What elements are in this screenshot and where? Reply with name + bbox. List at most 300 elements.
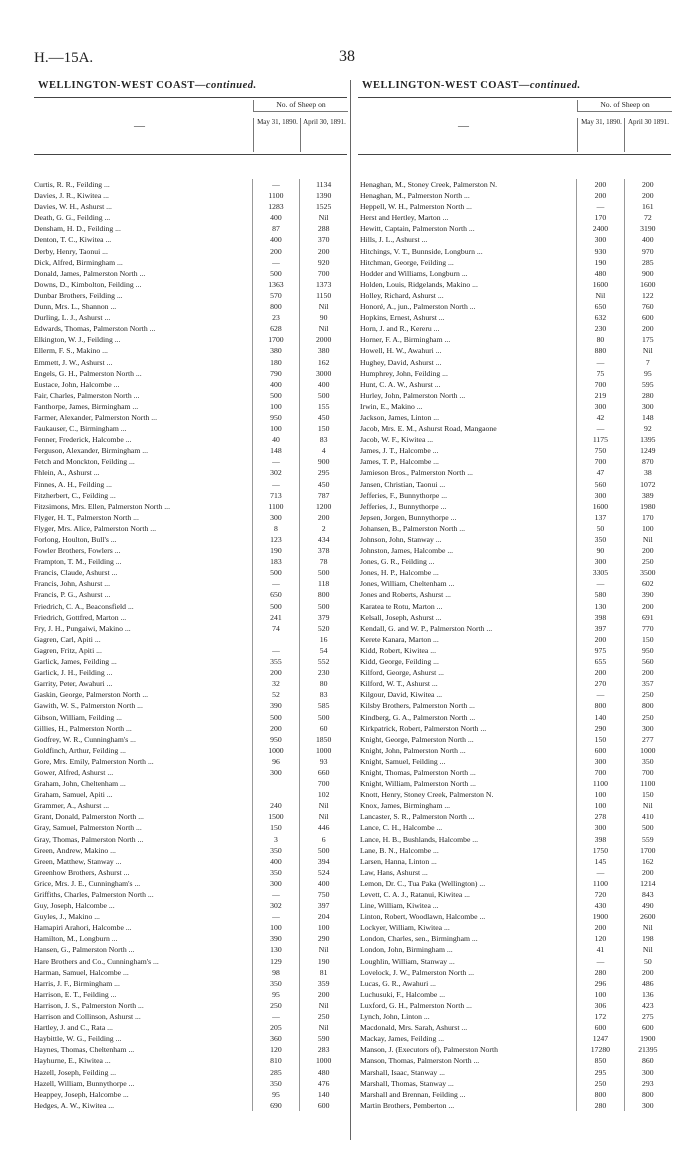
owner-name: Hunt, C. A. W., Ashurst ... bbox=[360, 379, 441, 389]
owner-name: Guyles, J., Makino ... bbox=[34, 912, 100, 922]
sheep-1890: 810 bbox=[252, 1055, 300, 1066]
sheep-1890: 240 bbox=[252, 800, 300, 811]
owner-name: Donald, James, Palmerston North ... bbox=[34, 268, 146, 278]
sheep-1890: 430 bbox=[576, 900, 623, 911]
table-row bbox=[358, 179, 671, 190]
sheep-1891: 500 bbox=[299, 712, 347, 723]
sheep-1891: 1214 bbox=[624, 878, 671, 889]
table-row bbox=[34, 800, 347, 811]
sheep-1890: 790 bbox=[252, 368, 300, 379]
sheep-1891: 446 bbox=[299, 822, 347, 833]
sheep-1890: 41 bbox=[576, 944, 623, 955]
table-row bbox=[358, 401, 671, 412]
sheep-1891: 486 bbox=[624, 978, 671, 989]
sheep-1891: 1000 bbox=[299, 745, 347, 756]
sheep-1891: 1390 bbox=[299, 190, 347, 201]
owner-name: Kilgour, David, Kiwitea ... bbox=[360, 690, 443, 700]
table-row bbox=[358, 878, 671, 889]
owner-name: Farmer, Alexander, Palmerston North ... bbox=[34, 412, 157, 422]
sheep-1891: 4 bbox=[299, 445, 347, 456]
sheep-1891: 275 bbox=[624, 1011, 671, 1022]
sheep-1890: 100 bbox=[576, 800, 623, 811]
table-row bbox=[358, 479, 671, 490]
owner-name: Knight, Thomas, Palmerston North ... bbox=[360, 767, 476, 777]
table-row bbox=[34, 578, 347, 589]
sheep-1891: 293 bbox=[624, 1078, 671, 1089]
table-row bbox=[34, 822, 347, 833]
table-row bbox=[358, 545, 671, 556]
sheep-1890: 250 bbox=[576, 1078, 623, 1089]
owner-name: Gore, Mrs. Emily, Palmerston North ... bbox=[34, 756, 154, 766]
owner-name: Eustace, John, Halcombe ... bbox=[34, 379, 120, 389]
sheep-1890: 200 bbox=[252, 246, 300, 257]
owner-name: Hartley, J. and C., Rata ... bbox=[34, 1023, 113, 1033]
sheep-1890: 285 bbox=[252, 1067, 300, 1078]
sheep-1890: 295 bbox=[576, 1067, 623, 1078]
sheep-1891: 2600 bbox=[624, 911, 671, 922]
owner-name: Irwin, E., Makino ... bbox=[360, 401, 423, 411]
table-row bbox=[34, 745, 347, 756]
table-row bbox=[34, 534, 347, 545]
sheep-1891: 83 bbox=[299, 689, 347, 700]
owner-name: Knight, John, Palmerston North ... bbox=[360, 745, 466, 755]
sheep-1891: 490 bbox=[624, 900, 671, 911]
sheep-1891: 750 bbox=[299, 889, 347, 900]
sheep-1890: — bbox=[252, 889, 300, 900]
owner-name: Manson, J. (Executors of), Palmerston North bbox=[360, 1045, 498, 1055]
owner-name: Kidd, Robert, Kiwitea ... bbox=[360, 645, 437, 655]
owner-name: Fitzherbert, C., Feilding ... bbox=[34, 490, 116, 500]
owner-name: Knight, William, Palmerston North ... bbox=[360, 779, 476, 789]
sheep-1891: 1134 bbox=[299, 179, 347, 190]
sheep-1890: 95 bbox=[252, 1089, 300, 1100]
table-row bbox=[34, 589, 347, 600]
table-row bbox=[34, 257, 347, 268]
table-row bbox=[358, 268, 671, 279]
table-row bbox=[34, 834, 347, 845]
owner-name: James, T. P., Halcombe ... bbox=[360, 457, 439, 467]
sheep-1891: 150 bbox=[299, 423, 347, 434]
owner-name: Hazell, William, Bunnythorpe ... bbox=[34, 1078, 135, 1088]
table-row bbox=[358, 423, 671, 434]
sheep-1890: 300 bbox=[576, 234, 623, 245]
table-row bbox=[34, 933, 347, 944]
sheep-1891: 500 bbox=[299, 845, 347, 856]
owner-name: Hodder and Williams, Longburn ... bbox=[360, 268, 468, 278]
owner-name: Knott, Henry, Stoney Creek, Palmerston N. bbox=[360, 790, 494, 800]
owner-name: Durling, L. J., Ashurst ... bbox=[34, 313, 111, 323]
owner-name: Law, Hans, Ashurst ... bbox=[360, 867, 428, 877]
sheep-1890: 655 bbox=[576, 656, 623, 667]
sheep-1891: Nil bbox=[299, 1022, 347, 1033]
sheep-1890: 302 bbox=[252, 900, 300, 911]
owner-name: Ferguson, Alexander, Birmingham ... bbox=[34, 446, 148, 456]
sheep-1891: 970 bbox=[624, 246, 671, 257]
sheep-1891: 1200 bbox=[299, 501, 347, 512]
sheep-1891: 190 bbox=[299, 956, 347, 967]
table-row bbox=[34, 767, 347, 778]
table-row bbox=[358, 567, 671, 578]
owner-name: Gower, Alfred, Ashurst ... bbox=[34, 767, 114, 777]
sheep-1891: 100 bbox=[299, 922, 347, 933]
sheep-1890: 398 bbox=[576, 612, 623, 623]
owner-name: Downs, D., Kimbolton, Feilding ... bbox=[34, 279, 142, 289]
owner-name: Horner, F. A., Birmingham ... bbox=[360, 335, 451, 345]
owner-name: Graham, Samuel, Apiti ... bbox=[34, 790, 113, 800]
owner-name: Kerete Kanara, Marton ... bbox=[360, 634, 439, 644]
owner-name: Henaghan, M., Stoney Creek, Palmerston N. bbox=[360, 180, 498, 189]
right-table-header bbox=[358, 97, 671, 155]
table-row bbox=[34, 412, 347, 423]
sheep-1890: 398 bbox=[576, 834, 623, 845]
sheep-1891: 660 bbox=[299, 767, 347, 778]
sheep-1890: — bbox=[576, 867, 623, 878]
table-row bbox=[34, 756, 347, 767]
table-row bbox=[34, 234, 347, 245]
left-date1-header: May 31, 1890. bbox=[253, 118, 301, 152]
owner-name: Hills, J. L., Ashurst ... bbox=[360, 235, 428, 245]
table-row bbox=[358, 323, 671, 334]
sheep-1890: — bbox=[576, 357, 623, 368]
sheep-1891: 230 bbox=[299, 667, 347, 678]
sheep-1890: 1500 bbox=[252, 811, 300, 822]
sheep-1890: 200 bbox=[576, 634, 623, 645]
table-row bbox=[358, 279, 671, 290]
sheep-1890: — bbox=[252, 645, 300, 656]
table-row bbox=[34, 612, 347, 623]
owner-name: Fair, Charles, Palmerston North ... bbox=[34, 390, 140, 400]
sheep-1891: 148 bbox=[624, 412, 671, 423]
owner-name: Kelsall, Joseph, Ashurst ... bbox=[360, 612, 442, 622]
sheep-1891: 357 bbox=[624, 678, 671, 689]
sheep-1890: 96 bbox=[252, 756, 300, 767]
table-row bbox=[358, 623, 671, 634]
sheep-1890: — bbox=[252, 456, 300, 467]
table-row bbox=[34, 545, 347, 556]
table-row bbox=[358, 290, 671, 301]
right-date2-header: April 30 1891. bbox=[624, 118, 672, 152]
owner-name: Knight, Samuel, Feilding ... bbox=[360, 756, 446, 766]
sheep-1891: 283 bbox=[299, 1044, 347, 1055]
sheep-1891: 585 bbox=[299, 700, 347, 711]
sheep-1891: 500 bbox=[299, 567, 347, 578]
right-table-body bbox=[358, 179, 671, 1111]
table-row bbox=[358, 800, 671, 811]
sheep-1890: 150 bbox=[252, 822, 300, 833]
owner-name: Flyger, Mrs. Alice, Palmerston North ... bbox=[34, 523, 157, 533]
sheep-1890: 300 bbox=[252, 878, 300, 889]
table-row bbox=[358, 656, 671, 667]
owner-name: Francis, John, Ashurst ... bbox=[34, 579, 111, 589]
sheep-1891: 595 bbox=[624, 379, 671, 390]
table-row bbox=[34, 423, 347, 434]
owner-name: Lane, B. N., Halcombe ... bbox=[360, 845, 439, 855]
sheep-1891: 300 bbox=[624, 723, 671, 734]
sheep-1891: Nil bbox=[299, 800, 347, 811]
sheep-1890: 172 bbox=[576, 1011, 623, 1022]
sheep-1890: 95 bbox=[252, 989, 300, 1000]
sheep-1891: 476 bbox=[299, 1078, 347, 1089]
table-row bbox=[34, 645, 347, 656]
owner-name: Harrison, J. S., Palmerston North ... bbox=[34, 1000, 144, 1010]
owner-name: Jackson, James, Linton ... bbox=[360, 412, 439, 422]
table-row bbox=[34, 734, 347, 745]
sheep-1891: 3000 bbox=[299, 368, 347, 379]
sheep-1890: 713 bbox=[252, 490, 300, 501]
owner-name: Heppell, W. H., Palmerston North ... bbox=[360, 202, 472, 212]
owner-name: Gibson, William, Feilding ... bbox=[34, 712, 122, 722]
sheep-1891: 100 bbox=[624, 523, 671, 534]
table-row bbox=[358, 933, 671, 944]
table-row bbox=[358, 556, 671, 567]
table-row bbox=[358, 1011, 671, 1022]
sheep-1890: 1247 bbox=[576, 1033, 623, 1044]
sheep-1890: — bbox=[252, 179, 300, 190]
table-row bbox=[358, 989, 671, 1000]
sheep-1891: 500 bbox=[299, 601, 347, 612]
owner-name: Faukauser, C., Birmingham ... bbox=[34, 424, 127, 434]
sheep-1891: 92 bbox=[624, 423, 671, 434]
sheep-1890 bbox=[252, 789, 300, 800]
table-row bbox=[34, 944, 347, 955]
sheep-1890: Nil bbox=[576, 290, 623, 301]
table-row bbox=[358, 534, 671, 545]
owner-name: Grant, Donald, Palmerston North ... bbox=[34, 812, 144, 822]
sheep-1891: 200 bbox=[624, 190, 671, 201]
sheep-1890: 130 bbox=[576, 601, 623, 612]
sheep-1891: 450 bbox=[299, 479, 347, 490]
sheep-1890: 560 bbox=[576, 479, 623, 490]
owner-name: Derby, Henry, Taonui ... bbox=[34, 246, 108, 256]
sheep-1890: 123 bbox=[252, 534, 300, 545]
sheep-1891: 800 bbox=[624, 1089, 671, 1100]
owner-name: Harris, J. F., Birmingham ... bbox=[34, 978, 120, 988]
owner-name: Friedrich, C. A., Beaconsfield ... bbox=[34, 601, 134, 611]
owner-name: Holden, Louis, Ridgelands, Makino ... bbox=[360, 279, 478, 289]
sheep-1890: 1100 bbox=[576, 878, 623, 889]
owner-name: Fhlein, A., Ashurst ... bbox=[34, 468, 100, 478]
sheep-1890: 183 bbox=[252, 556, 300, 567]
table-row bbox=[34, 467, 347, 478]
sheep-1891: 379 bbox=[299, 612, 347, 623]
sheep-1890: 400 bbox=[252, 234, 300, 245]
sheep-1890: — bbox=[576, 689, 623, 700]
sheep-1890: 1600 bbox=[576, 279, 623, 290]
sheep-1891: 1600 bbox=[624, 279, 671, 290]
table-row bbox=[34, 678, 347, 689]
table-row bbox=[34, 445, 347, 456]
sheep-1890: 600 bbox=[576, 745, 623, 756]
table-row bbox=[34, 523, 347, 534]
sheep-1890: 100 bbox=[252, 423, 300, 434]
sheep-1890: 800 bbox=[252, 301, 300, 312]
table-row bbox=[358, 900, 671, 911]
table-row bbox=[34, 656, 347, 667]
sheep-1891: 200 bbox=[299, 512, 347, 523]
sheep-1891: 378 bbox=[299, 545, 347, 556]
owner-name: Dunbar Brothers, Feilding ... bbox=[34, 290, 123, 300]
sheep-1891: 81 bbox=[299, 967, 347, 978]
sheep-1890: 87 bbox=[252, 223, 300, 234]
owner-name: Jepsen, Jorgen, Bunnythorpe ... bbox=[360, 512, 457, 522]
sheep-1890: 205 bbox=[252, 1022, 300, 1033]
sheep-1891: 285 bbox=[624, 257, 671, 268]
table-row bbox=[34, 556, 347, 567]
left-table-header bbox=[34, 97, 347, 155]
owner-name: London, John, Birmingham ... bbox=[360, 945, 453, 955]
sheep-1890: 130 bbox=[252, 944, 300, 955]
table-row bbox=[358, 667, 671, 678]
table-row bbox=[358, 856, 671, 867]
sheep-1890: 180 bbox=[252, 357, 300, 368]
owner-name: Emmett, J. W., Ashurst ... bbox=[34, 357, 113, 367]
sheep-1890: 302 bbox=[252, 467, 300, 478]
owner-name: Harman, Samuel, Halcombe ... bbox=[34, 967, 129, 977]
table-row bbox=[358, 490, 671, 501]
sheep-1891: 700 bbox=[299, 268, 347, 279]
sheep-1891: 280 bbox=[624, 390, 671, 401]
owner-name: Hamapiri Arahori, Halcombe ... bbox=[34, 923, 132, 933]
table-row bbox=[358, 1000, 671, 1011]
table-row bbox=[358, 1089, 671, 1100]
sheep-1890: 32 bbox=[252, 678, 300, 689]
sheep-1891: 1900 bbox=[624, 1033, 671, 1044]
table-row bbox=[358, 845, 671, 856]
table-row bbox=[358, 911, 671, 922]
sheep-1891: 21395 bbox=[624, 1044, 671, 1055]
table-row bbox=[358, 1044, 671, 1055]
table-row bbox=[34, 922, 347, 933]
left-section-title: WELLINGTON-WEST COAST—continued. bbox=[38, 80, 257, 91]
sheep-1891: 700 bbox=[299, 778, 347, 789]
sheep-1891: Nil bbox=[624, 345, 671, 356]
sheep-1890: 480 bbox=[576, 268, 623, 279]
sheep-1891: 450 bbox=[299, 412, 347, 423]
owner-name: Kirkpatrick, Robert, Palmerston North ... bbox=[360, 723, 487, 733]
owner-name: Densham, H. D., Feilding ... bbox=[34, 224, 121, 234]
sheep-1891: 200 bbox=[624, 667, 671, 678]
owner-name: Hazell, Joseph, Feilding ... bbox=[34, 1067, 116, 1077]
table-row bbox=[34, 190, 347, 201]
sheep-1890: 137 bbox=[576, 512, 623, 523]
sheep-1891: 560 bbox=[624, 656, 671, 667]
table-row bbox=[358, 1067, 671, 1078]
owner-name: Macdonald, Mrs. Sarah, Ashurst ... bbox=[360, 1023, 468, 1033]
sheep-1890: 3 bbox=[252, 834, 300, 845]
sheep-1890: 300 bbox=[576, 401, 623, 412]
table-row bbox=[358, 512, 671, 523]
sheep-1891: 500 bbox=[299, 390, 347, 401]
owner-name: Jones, William, Cheltenham ... bbox=[360, 579, 455, 589]
owner-name: Holley, Richard, Ashurst ... bbox=[360, 290, 444, 300]
sheep-1890 bbox=[252, 634, 300, 645]
sheep-1890: 500 bbox=[252, 601, 300, 612]
sheep-1890: 250 bbox=[252, 1000, 300, 1011]
owner-name: Howell, H. W., Awahuri ... bbox=[360, 346, 442, 356]
owner-name: Hitchman, George, Feilding ... bbox=[360, 257, 454, 267]
owner-name: Francis, P. G., Ashurst ... bbox=[34, 590, 111, 600]
sheep-1890: 950 bbox=[252, 734, 300, 745]
owner-name: Gillies, H., Palmerston North ... bbox=[34, 723, 132, 733]
sheep-1890: 200 bbox=[576, 667, 623, 678]
sheep-1890: 190 bbox=[576, 257, 623, 268]
table-row bbox=[358, 589, 671, 600]
sheep-1890: 880 bbox=[576, 345, 623, 356]
sheep-1891: 602 bbox=[624, 578, 671, 589]
sheep-1891: 600 bbox=[624, 312, 671, 323]
owner-name: Luchusuki, F., Halcombe ... bbox=[360, 989, 446, 999]
sheep-1890: 1600 bbox=[576, 501, 623, 512]
owner-name: Heappey, Joseph, Halcombe ... bbox=[34, 1089, 129, 1099]
sheep-1891: 7 bbox=[624, 357, 671, 368]
table-row bbox=[358, 767, 671, 778]
table-row bbox=[358, 723, 671, 734]
table-row bbox=[358, 1033, 671, 1044]
table-row bbox=[358, 301, 671, 312]
table-row bbox=[34, 1055, 347, 1066]
owner-name: Death, G. G., Feilding ... bbox=[34, 213, 111, 223]
sheep-1891: 870 bbox=[624, 456, 671, 467]
owner-name: Hewitt, Captain, Palmerston North ... bbox=[360, 224, 475, 234]
owner-name: Hughey, David, Ashurst ... bbox=[360, 357, 442, 367]
sheep-1890: 300 bbox=[576, 822, 623, 833]
owner-name: Line, William, Kiwitea ... bbox=[360, 901, 439, 911]
owner-name: Henaghan, M., Palmerston North ... bbox=[360, 191, 470, 201]
sheep-1890: 350 bbox=[252, 867, 300, 878]
table-row bbox=[358, 712, 671, 723]
sheep-1890: 100 bbox=[252, 922, 300, 933]
sheep-1890: 1283 bbox=[252, 201, 300, 212]
sheep-1890: 47 bbox=[576, 467, 623, 478]
table-row bbox=[358, 357, 671, 368]
sheep-1891: Nil bbox=[624, 944, 671, 955]
sheep-1891: 400 bbox=[299, 878, 347, 889]
table-row bbox=[34, 1011, 347, 1022]
owner-name: Greenhow Brothers, Ashurst ... bbox=[34, 867, 130, 877]
sheep-1891: Nil bbox=[624, 800, 671, 811]
table-row bbox=[34, 390, 347, 401]
sheep-1891: 1373 bbox=[299, 279, 347, 290]
sheep-1891: 155 bbox=[299, 401, 347, 412]
sheep-1890: 52 bbox=[252, 689, 300, 700]
table-row bbox=[34, 290, 347, 301]
sheep-1890: 628 bbox=[252, 323, 300, 334]
sheep-1891: 200 bbox=[299, 246, 347, 257]
sheep-1890: 500 bbox=[252, 567, 300, 578]
owner-name: Dunn, Mrs. L., Shannon ... bbox=[34, 302, 117, 312]
right-section-title: WELLINGTON-WEST COAST—continued. bbox=[362, 80, 581, 91]
sheep-1890: 300 bbox=[576, 556, 623, 567]
table-row bbox=[358, 334, 671, 345]
sheep-1891: 3190 bbox=[624, 223, 671, 234]
sheep-1891: 162 bbox=[624, 856, 671, 867]
sheep-1890: 200 bbox=[252, 723, 300, 734]
owner-name: Gawith, W. S., Palmerston North ... bbox=[34, 701, 143, 711]
table-row bbox=[358, 645, 671, 656]
owner-name: James, J. T., Halcombe ... bbox=[360, 446, 439, 456]
sheep-1890: 230 bbox=[576, 323, 623, 334]
table-row bbox=[34, 279, 347, 290]
sheep-1891: 136 bbox=[624, 989, 671, 1000]
sheep-1891: 38 bbox=[624, 467, 671, 478]
table-row bbox=[358, 745, 671, 756]
sheep-1891: 1000 bbox=[299, 1055, 347, 1066]
owner-name: Kidd, George, Feilding ... bbox=[360, 657, 439, 667]
sheep-1891: 1980 bbox=[624, 501, 671, 512]
owner-name: Jamieson Bros., Palmerston North ... bbox=[360, 468, 473, 478]
table-row bbox=[34, 401, 347, 412]
owner-name: Forlong, Houlton, Bull's ... bbox=[34, 535, 117, 544]
